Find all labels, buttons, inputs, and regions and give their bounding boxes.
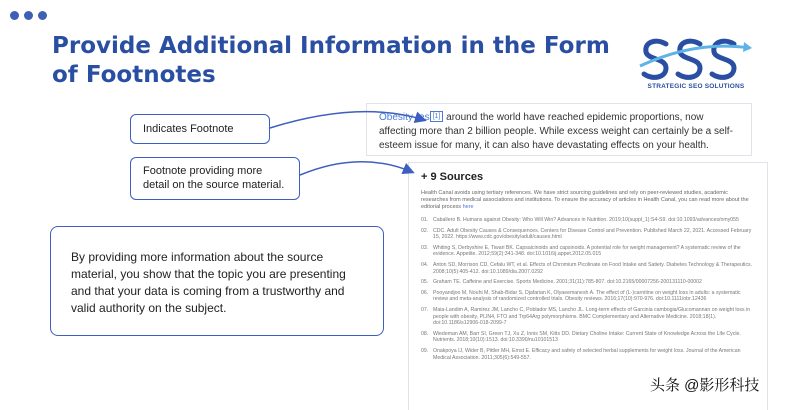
source-num: 06.: [421, 289, 429, 296]
source-text: Pooyandjoo M, Nouhi M, Shab-Bidar S, Djafarian K, Olyaeemanesh A. The effect of (L-)carnitine on weight loss in adults: a systematic review and meta-analysis of randomized controlled trials. Obesity reviews. 2016;17(10):970-976. doi:10.1111/obr.12436: [433, 289, 741, 303]
source-num: 05.: [421, 279, 429, 286]
dot-1: [10, 11, 19, 20]
slide-title: Provide Additional Information in the Form of Footnotes: [52, 33, 610, 88]
source-callout-text: Footnote providing more detail on the source material.: [143, 165, 285, 191]
logo-text: STRATEGIC SEO SOLUTIONS: [647, 83, 745, 90]
footnote-marker[interactable]: [1]: [430, 111, 444, 122]
source-item: [421, 348, 755, 361]
sources-intro-text: Health Canal avoids using tertiary references. We have strict sourcing guidelines and rely on peer-reviewed studies, academic researches from medical associations and institutions. To ensure the accuracy of articles in Health Canal, you can read more about the editorial process: [421, 190, 749, 210]
excerpt-text: around the world have reached epidemic proportions, now affecting more than 2 billion people. While excess weight can certainly be a self-esteem issue for many, it can also have devastating effects on your health.: [379, 112, 733, 151]
sources-intro: [421, 190, 755, 211]
window-dots: [10, 11, 47, 20]
obesity-link[interactable]: Obesity r: [379, 112, 420, 123]
footnote-callout: [130, 114, 270, 144]
source-text: Wiedeman AM, Barr SI, Green TJ, Xu Z, Innis SM, Kitts DD. Dietary Choline Intake: Current State of Knowledge Across the Life Cycle. Nutrients. 2018;10(10):1513. doi:10.3390/nu10101513: [433, 330, 741, 344]
source-text: Whiting S, Derbyshire E, Tiwari BK. Capsaicinoids and capsinoids. A potential role for weight management? A systematic review of the evidence. Appetite. 2012;59(2):341-348. doi:10.1016/j.appet.2012.05.015: [433, 244, 741, 258]
source-item: [421, 228, 755, 241]
watermark-text: 头条 @影形科技: [650, 377, 760, 394]
arrow-to-sources: [300, 162, 412, 175]
sources-intro-link[interactable]: here: [462, 204, 474, 210]
source-num: 01.: [421, 217, 429, 223]
source-callout: [130, 157, 300, 200]
sources-toggle[interactable]: + 9 Sources: [421, 171, 484, 183]
dot-3: [38, 11, 47, 20]
source-num: 03.: [421, 244, 429, 251]
source-item: [421, 331, 755, 344]
source-num: 09.: [421, 347, 429, 354]
source-text: CDC. Adult Obesity Causes & Consequences. Centers for Disease Control and Prevention. Published March 22, 2021. Accessed February 15, 2022. https://www.cdc.gov/obesity/adult/causes.html: [433, 227, 752, 241]
source-item: [421, 290, 755, 303]
obesity-link-tail[interactable]: es: [419, 112, 430, 123]
source-item: [421, 245, 755, 258]
explanation-callout: [50, 226, 384, 336]
source-text: Anton SD, Morrison CD, Cefalu WT, et al. Effects of Chromium Picolinate on Food Intake and Satiety. Diabetes Technology & Therapeutics. 2008;10(5):405-412. doi:10.1089/dia.2007.0292: [433, 261, 753, 275]
sources-list: [421, 217, 755, 361]
source-num: 07.: [421, 306, 429, 313]
source-num: 08.: [421, 330, 429, 337]
source-text: Maia-Landim A, Ramirez JM, Lancho C, Poblador MS, Lancho JL. Long-term effects of Garcinia cambogia/Glucomannan on weight loss in people with obesity, PLIN4, FTO and Trp64Arg polymorphisms. BMC Complementary and Alternative Medicine. 2018;18(1). doi:10.1186/s12906-018-2099-7: [433, 306, 751, 327]
footnote-callout-text: Indicates Footnote: [143, 123, 234, 135]
source-num: 02.: [421, 227, 429, 234]
source-num: 04.: [421, 261, 429, 268]
article-excerpt: [366, 103, 752, 156]
source-item: [421, 217, 755, 224]
source-item: [421, 262, 755, 275]
source-text: Graham TE. Caffeine and Exercise. Sports Medicine. 2001;31(11):785-807. doi:10.2165/00007256-200131110-00002: [433, 279, 702, 286]
watermark: [650, 374, 759, 395]
source-text: Caballero B. Humans against Obesity: Who Will Win? Advances in Nutrition. 2019;10(suppl_1):S4-S9. doi:10.1093/advances/nmy055: [433, 217, 739, 223]
explanation-text: By providing more information about the source material, you show that the topic you are presenting and that your data is coming from a trustworthy and valid authority on the subject.: [71, 250, 346, 315]
dot-2: [24, 11, 33, 20]
source-item: [421, 279, 755, 286]
source-text: Onakpoya IJ, Wider B, Pittler MH, Ernst E. Efficacy and safety of selected herbal supplements for weight loss. Journal of the American Medical Association. 2011;305(6):549-557.: [433, 347, 741, 361]
sources-panel: [408, 162, 768, 410]
source-item: [421, 307, 755, 327]
